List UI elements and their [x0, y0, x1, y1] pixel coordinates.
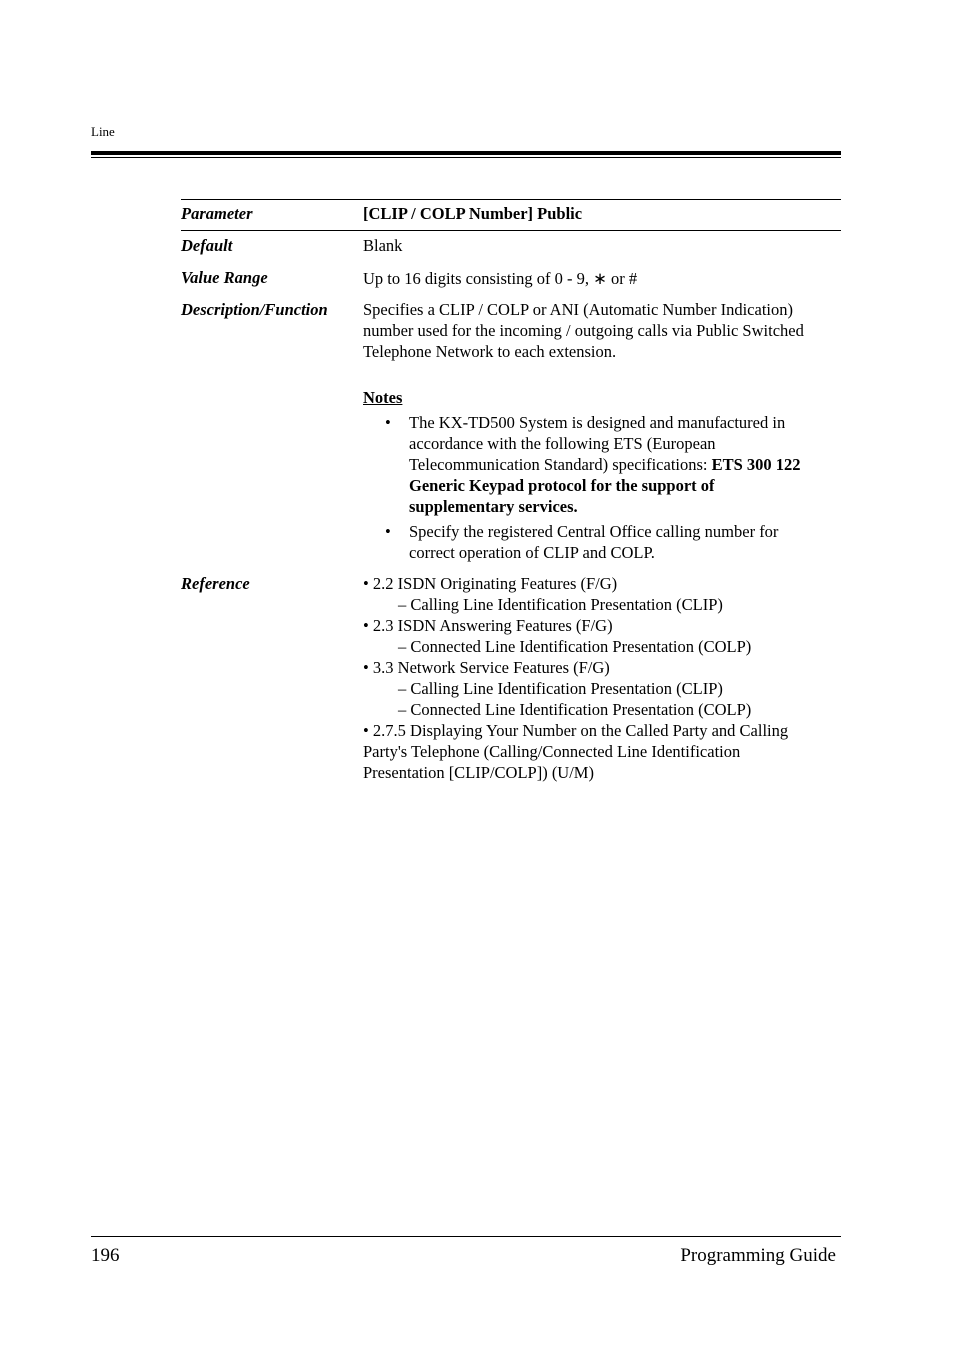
note-item-1-text: [409, 412, 841, 517]
reference-subitem: – Connected Line Identification Presentation (COLP): [398, 700, 752, 719]
reference-item-continued: Party's Telephone (Calling/Connected Line Identification: [363, 742, 741, 761]
note-line: [409, 454, 841, 475]
header-rule-thick: [91, 151, 841, 155]
note-bold-line: supplementary services.: [409, 497, 578, 516]
note-item-2-text: [409, 521, 841, 563]
note-line-text: Telecommunication Standard) specifications:: [409, 455, 712, 474]
note-line: correct operation of CLIP and COLP.: [409, 543, 655, 562]
note-line: accordance with the following ETS (European: [409, 434, 716, 453]
reference-subitem: – Calling Line Identification Presentation (CLIP): [398, 679, 723, 698]
note-line: Specify the registered Central Office calling number for: [409, 522, 779, 541]
footer-title: Programming Guide: [680, 1245, 836, 1266]
header-rule-thin: [91, 157, 841, 158]
description-line: Specifies a CLIP / COLP or ANI (Automatic Number Indication): [363, 300, 793, 319]
bullet-glyph: •: [385, 522, 391, 541]
note-bold-line: Generic Keypad protocol for the support of: [409, 476, 715, 495]
table-top-rule: [181, 199, 841, 200]
description-line: number used for the incoming / outgoing calls via Public Switched: [363, 321, 804, 340]
value-range-label: Value Range: [181, 268, 268, 287]
reference-item: • 2.7.5 Displaying Your Number on the Called Party and Calling: [363, 721, 789, 740]
reference-label: Reference: [181, 574, 250, 593]
parameter-value: [CLIP / COLP Number] Public: [363, 204, 583, 223]
running-head: Line: [91, 124, 115, 139]
reference-item: • 2.3 ISDN Answering Features (F/G): [363, 616, 613, 635]
reference-subitem: – Connected Line Identification Presentation (COLP): [398, 637, 752, 656]
default-value: Blank: [363, 236, 403, 255]
reference-item-continued: Presentation [CLIP/COLP]) (U/M): [363, 763, 594, 782]
reference-item: • 2.2 ISDN Originating Features (F/G): [363, 574, 618, 593]
note-line: The KX-TD500 System is designed and manufactured in: [409, 413, 786, 432]
page-number: 196: [91, 1245, 120, 1266]
notes-title: Notes: [363, 388, 403, 407]
parameter-label: Parameter: [181, 204, 253, 223]
bullet-glyph: •: [385, 413, 391, 432]
reference-subitem: – Calling Line Identification Presentation (CLIP): [398, 595, 723, 614]
reference-list: [363, 573, 841, 783]
description-label: Description/Function: [181, 300, 328, 319]
description-line: Telephone Network to each extension.: [363, 342, 617, 361]
note-bold-text: ETS 300 122: [711, 455, 801, 474]
note-item-1: [363, 412, 841, 517]
description-text: [363, 299, 841, 362]
note-item-2: [363, 521, 841, 563]
default-label: Default: [181, 236, 233, 255]
value-range-value: Up to 16 digits consisting of 0 - 9, ∗ or #: [363, 269, 638, 288]
table-header-rule: [181, 230, 841, 231]
footer-rule: [91, 1236, 841, 1237]
reference-item: • 3.3 Network Service Features (F/G): [363, 658, 610, 677]
